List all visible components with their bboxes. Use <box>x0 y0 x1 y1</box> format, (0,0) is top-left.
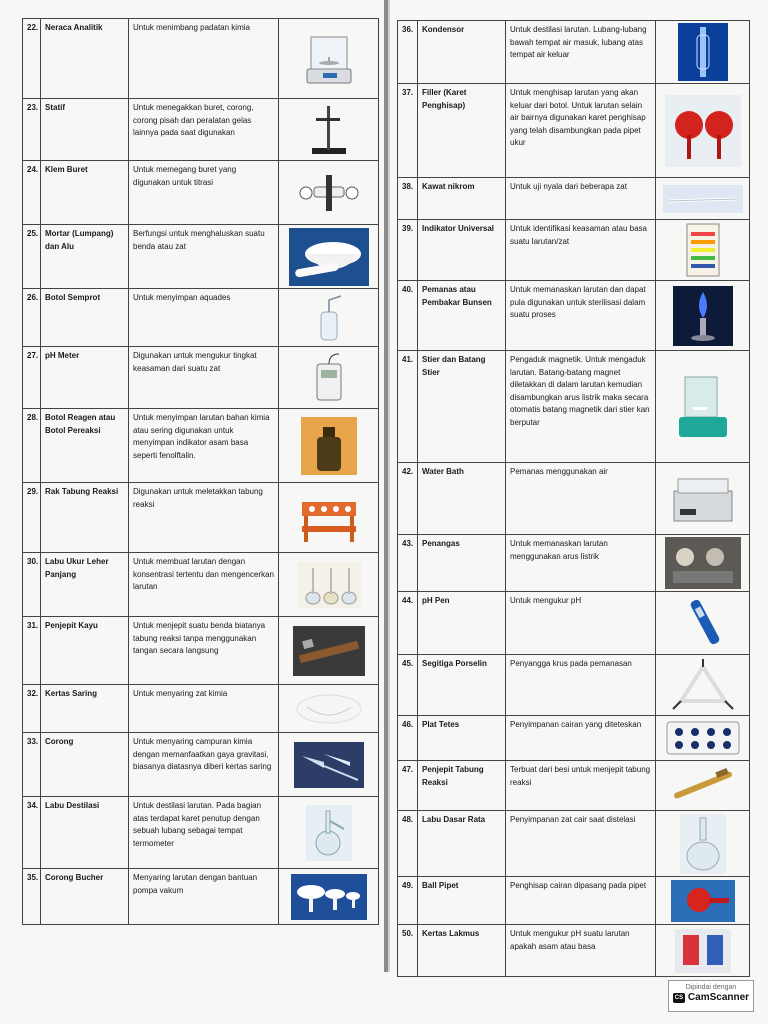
item-name: pH Pen <box>418 592 506 655</box>
item-name: Rak Tabung Reaksi <box>41 483 129 553</box>
item-description: Untuk menyimpan aquades <box>129 289 279 347</box>
table-row <box>398 592 750 655</box>
item-description: Untuk menegakkan buret, corong, corong pisah dan peralatan gelas lainnya pada saat digunakan <box>129 99 279 161</box>
spot-plate-icon <box>656 716 750 761</box>
burette-clamp-icon <box>279 161 379 225</box>
table-row <box>398 811 750 877</box>
table-row <box>398 84 750 178</box>
table-row <box>23 347 379 409</box>
item-description: Pengaduk magnetik. Untuk mengaduk larutan. Batang-batang magnet diletakkan di dalam larutan kemudian disambungkan arus listrik maka secara otomatis batang magnetik dari stier kan berputar <box>506 351 656 463</box>
table-row <box>23 797 379 869</box>
test-tube-rack-icon <box>279 483 379 553</box>
table-row <box>398 925 750 977</box>
table-row <box>398 220 750 281</box>
item-number: 43. <box>398 535 418 592</box>
table-row <box>398 535 750 592</box>
item-description: Untuk menjepit suatu benda biatanya tabung reaksi tanpa menggunakan tangan secara langsung <box>129 617 279 685</box>
table-row <box>23 553 379 617</box>
camscanner-watermark <box>668 980 754 1012</box>
item-name: Corong <box>41 733 129 797</box>
item-name: Corong Bucher <box>41 869 129 925</box>
item-description: Untuk menyimpan larutan bahan kimia atau sering digunakan untuk menyimpan indikator asam basa seperti fenolftalin. <box>129 409 279 483</box>
item-number: 50. <box>398 925 418 977</box>
table-row <box>23 733 379 797</box>
distillation-flask-icon <box>279 797 379 869</box>
item-name: Penangas <box>418 535 506 592</box>
table-row <box>23 409 379 483</box>
item-number: 36. <box>398 21 418 84</box>
item-number: 46. <box>398 716 418 761</box>
item-description: Digunakan untuk mengukur tingkat keasaman dari suatu zat <box>129 347 279 409</box>
item-name: Labu Destilasi <box>41 797 129 869</box>
item-description: Untuk memanaskan larutan dan dapat pula digunakan untuk sterilisasi dalam suatu proses <box>506 281 656 351</box>
item-number: 23. <box>23 99 41 161</box>
item-name: Klem Buret <box>41 161 129 225</box>
filter-paper-icon <box>279 685 379 733</box>
condenser-icon <box>656 21 750 84</box>
item-description: Pemanas menggunakan air <box>506 463 656 535</box>
analytical-balance-icon <box>279 19 379 99</box>
camscanner-logo-icon: CS <box>674 994 684 1001</box>
flat-bottom-flask-icon <box>656 811 750 877</box>
table-row <box>398 178 750 220</box>
item-number: 34. <box>23 797 41 869</box>
item-description: Untuk mengukur pH suatu larutan apakah asam atau basa <box>506 925 656 977</box>
item-description: Untuk menghisap larutan yang akan keluar dari botol. Untuk larutan selain air bairnya digunakan karet penghisap yang telah disambungkan pada pipet ukur <box>506 84 656 178</box>
item-number: 31. <box>23 617 41 685</box>
item-description: Untuk destilasi larutan. Pada bagian atas terdapat karet penutup dengan sebuah lubang sebagai tempat termometer <box>129 797 279 869</box>
item-number: 44. <box>398 592 418 655</box>
item-number: 32. <box>23 685 41 733</box>
item-description: Untuk mengukur pH <box>506 592 656 655</box>
nichrome-wire-icon <box>656 178 750 220</box>
table-row <box>398 655 750 716</box>
item-number: 42. <box>398 463 418 535</box>
table-row <box>398 351 750 463</box>
item-name: Labu Dasar Rata <box>418 811 506 877</box>
watermark-brand: CamScanner <box>687 992 750 1003</box>
universal-indicator-icon <box>656 220 750 281</box>
item-number: 35. <box>23 869 41 925</box>
item-description: Penyimpanan cairan yang diteteskan <box>506 716 656 761</box>
item-name: Labu Ukur Leher Panjang <box>41 553 129 617</box>
item-number: 27. <box>23 347 41 409</box>
table-row <box>23 289 379 347</box>
item-number: 28. <box>23 409 41 483</box>
table-row <box>23 19 379 99</box>
funnel-icon <box>279 733 379 797</box>
item-description: Untuk memegang buret yang digunakan untuk titrasi <box>129 161 279 225</box>
ph-meter-icon <box>279 347 379 409</box>
item-description: Digunakan untuk meletakkan tabung reaksi <box>129 483 279 553</box>
item-number: 45. <box>398 655 418 716</box>
item-name: Stier dan Batang Stier <box>418 351 506 463</box>
wash-bottle-icon <box>279 289 379 347</box>
item-number: 26. <box>23 289 41 347</box>
buchner-funnel-icon <box>279 869 379 925</box>
bulb-pipette-icon <box>656 877 750 925</box>
item-name: Botol Semprot <box>41 289 129 347</box>
item-description: Untuk uji nyala dari beberapa zat <box>506 178 656 220</box>
item-name: Kondensor <box>418 21 506 84</box>
item-number: 30. <box>23 553 41 617</box>
item-description: Penyimpanan zat cair saat distelasi <box>506 811 656 877</box>
item-name: Kertas Lakmus <box>418 925 506 977</box>
item-name: Penjepit Kayu <box>41 617 129 685</box>
table-row <box>398 716 750 761</box>
right-equipment-table <box>397 20 750 977</box>
item-description: Berfungsi untuk menghaluskan suatu benda atau zat <box>129 225 279 289</box>
item-number: 22. <box>23 19 41 99</box>
item-name: Segitiga Porselin <box>418 655 506 716</box>
item-number: 39. <box>398 220 418 281</box>
item-name: Indikator Universal <box>418 220 506 281</box>
item-name: Mortar (Lumpang) dan Alu <box>41 225 129 289</box>
magnetic-stirrer-icon <box>656 351 750 463</box>
item-name: Ball Pipet <box>418 877 506 925</box>
pipe-clay-triangle-icon <box>656 655 750 716</box>
item-number: 37. <box>398 84 418 178</box>
item-number: 38. <box>398 178 418 220</box>
volumetric-flask-icon <box>279 553 379 617</box>
page-divider-shadow <box>388 0 390 972</box>
item-name: Filler (Karet Penghisap) <box>418 84 506 178</box>
table-row <box>23 617 379 685</box>
item-number: 25. <box>23 225 41 289</box>
table-row <box>398 761 750 811</box>
retort-stand-icon <box>279 99 379 161</box>
item-description: Penghisap cairan dipasang pada pipet <box>506 877 656 925</box>
left-equipment-table <box>22 18 379 925</box>
table-row <box>398 877 750 925</box>
item-name: Pemanas atau Pembakar Bunsen <box>418 281 506 351</box>
item-name: Kertas Saring <box>41 685 129 733</box>
item-number: 49. <box>398 877 418 925</box>
table-row <box>23 685 379 733</box>
table-row <box>23 161 379 225</box>
table-row <box>23 483 379 553</box>
item-description: Untuk destilasi larutan. Lubang-lubang bawah tempat air masuk, lubang atas tempat air keluar <box>506 21 656 84</box>
table-row <box>23 225 379 289</box>
item-name: Water Bath <box>418 463 506 535</box>
item-name: Plat Tetes <box>418 716 506 761</box>
item-description: Untuk menimbang padatan kimia <box>129 19 279 99</box>
item-description: Penyangga krus pada pemanasan <box>506 655 656 716</box>
bunsen-burner-icon <box>656 281 750 351</box>
mortar-pestle-icon <box>279 225 379 289</box>
item-name: Penjepit Tabung Reaksi <box>418 761 506 811</box>
item-name: Neraca Analitik <box>41 19 129 99</box>
item-number: 33. <box>23 733 41 797</box>
heating-mantle-icon <box>656 535 750 592</box>
wooden-tongs-icon <box>279 617 379 685</box>
item-name: Kawat nikrom <box>418 178 506 220</box>
table-row <box>398 281 750 351</box>
item-name: Botol Reagen atau Botol Pereaksi <box>41 409 129 483</box>
item-number: 47. <box>398 761 418 811</box>
item-description: Untuk membuat larutan dengan konsentrasi tertentu dan mengencerkan larutan <box>129 553 279 617</box>
item-description: Untuk menyaring zat kimia <box>129 685 279 733</box>
item-number: 40. <box>398 281 418 351</box>
item-description: Menyaring larutan dengan bantuan pompa vakum <box>129 869 279 925</box>
item-description: Untuk memanaskan larutan menggunakan arus listrik <box>506 535 656 592</box>
table-row <box>398 21 750 84</box>
item-number: 41. <box>398 351 418 463</box>
table-row <box>23 869 379 925</box>
item-description: Terbuat dari besi untuk menjepit tabung reaksi <box>506 761 656 811</box>
ph-pen-icon <box>656 592 750 655</box>
water-bath-icon <box>656 463 750 535</box>
item-number: 48. <box>398 811 418 877</box>
test-tube-holder-icon <box>656 761 750 811</box>
item-number: 29. <box>23 483 41 553</box>
item-name: pH Meter <box>41 347 129 409</box>
pipette-filler-icon <box>656 84 750 178</box>
item-name: Statif <box>41 99 129 161</box>
watermark-caption: Dipindai dengan <box>685 984 737 991</box>
litmus-paper-icon <box>656 925 750 977</box>
table-row <box>398 463 750 535</box>
item-number: 24. <box>23 161 41 225</box>
item-description: Untuk menyaring campuran kimia dengan memanfaatkan gaya gravitasi, biasanya diatasnya diberi kertas saring <box>129 733 279 797</box>
table-row <box>23 99 379 161</box>
reagent-bottle-icon <box>279 409 379 483</box>
item-description: Untuk identifikasi keasaman atau basa suatu larutan/zat <box>506 220 656 281</box>
